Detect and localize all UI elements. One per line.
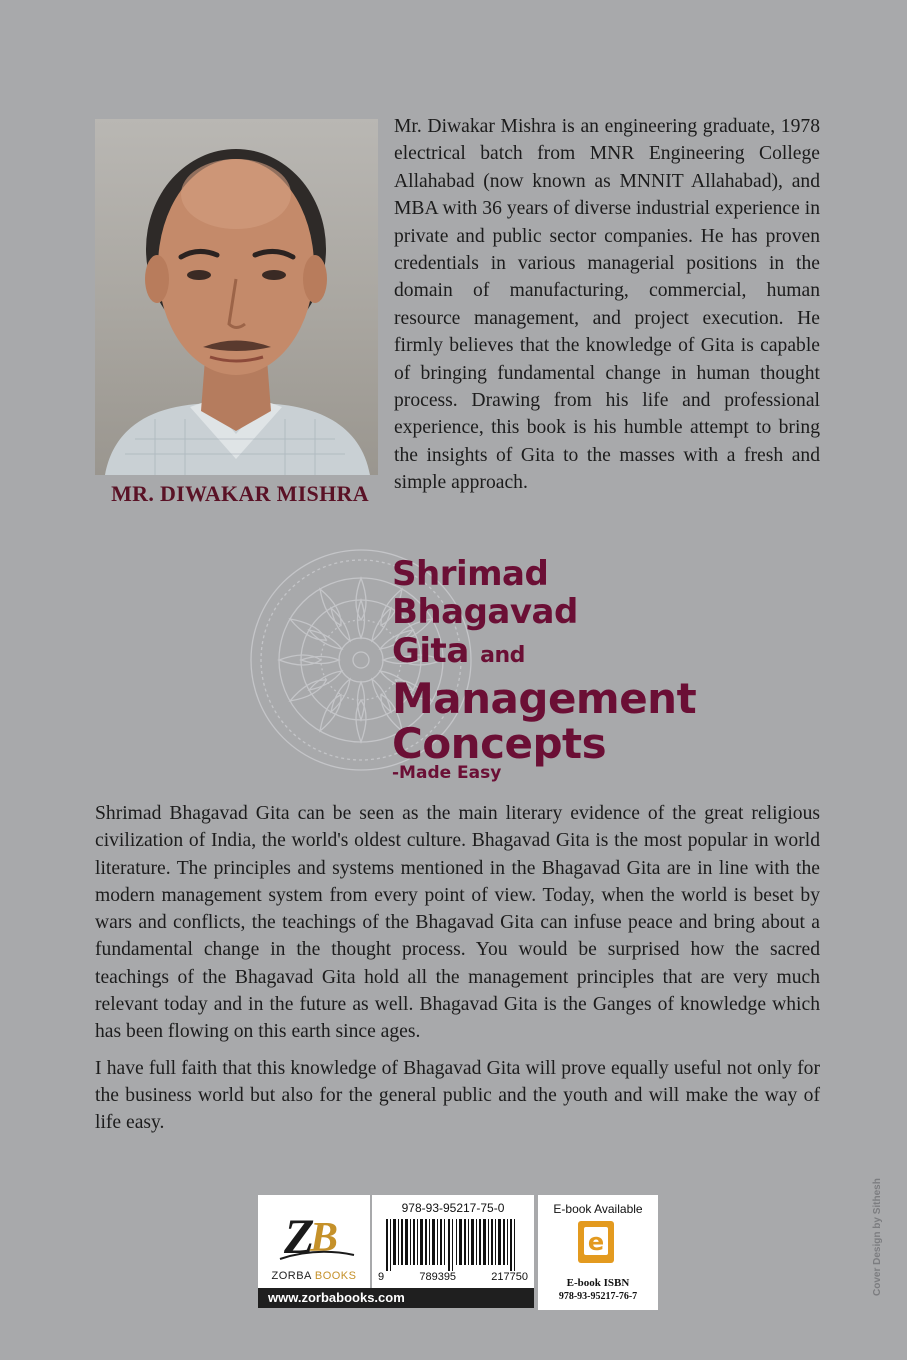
title-line-3-word: Gita bbox=[392, 631, 469, 671]
title-subtitle: -Made Easy bbox=[392, 763, 502, 783]
publisher-name-part1: ZORBA bbox=[271, 1270, 312, 1282]
svg-text:e: e bbox=[587, 1228, 605, 1256]
book-blurb bbox=[95, 800, 820, 1146]
barcode-icon bbox=[380, 1219, 526, 1271]
title-line-3-and: and bbox=[480, 643, 525, 668]
svg-text:Z: Z bbox=[284, 1208, 315, 1264]
barcode-digit-group: 217750 bbox=[491, 1271, 528, 1283]
zorba-logo-icon bbox=[276, 1203, 356, 1265]
publisher-box bbox=[258, 1195, 370, 1288]
book-title bbox=[392, 555, 832, 782]
title-line-5: Concepts bbox=[392, 719, 607, 768]
title-line-1: Shrimad bbox=[392, 554, 549, 594]
blurb-paragraph-1: Shrimad Bhagavad Gita can be seen as the main literary evidence of the great religious civilization of India, the world's oldest culture. Bhagavad Gita is the most popular in world literature. The principles and systems mentioned in the Bhagavad Gita are in line with the modern management system from every point of view. Today, when the world is beset by wars and conflicts, the teachings of the Bhagavad Gita can infuse peace and bring about a fundamental change in the thought process. You would be surprised how the sacred teachings of the Bhagavad Gita hold all the management principles that are very much relevant today and in the future as well. Bhagavad Gita is the Ganges of knowledge which has been flowing on this earth since ages. bbox=[95, 803, 820, 1043]
isbn-box bbox=[372, 1195, 534, 1288]
isbn-number: 978-93-95217-75-0 bbox=[401, 1201, 505, 1215]
author-bio: Mr. Diwakar Mishra is an engineering graduate, 1978 electrical batch from MNR Engineering College Allahabad (now known as MNNIT Allahabad), and MBA with 36 years of diverse industrial experience in private and public sector companies. He has proven credentials in various managerial positions in the domain of manufacturing, commercial, human resource management, and project execution. He firmly believes that the knowledge of Gita is capable of bringing fundamental change in human thought process. Drawing from his life and professional experience, this book is his humble attempt to bring the insights of Gita to the masses with a fresh and simple approach. bbox=[394, 116, 820, 494]
svg-text:B: B bbox=[310, 1215, 339, 1261]
title-line-3 bbox=[392, 631, 832, 676]
ebook-available-label: E-book Available bbox=[553, 1202, 643, 1216]
barcode-digit-group: 789395 bbox=[419, 1271, 457, 1283]
publisher-name-part2: BOOKS bbox=[314, 1270, 357, 1282]
barcode-digits bbox=[378, 1271, 528, 1283]
cover-design-credit: Cover Design by Sithesh bbox=[872, 1178, 883, 1296]
barcode-digit-group: 9 bbox=[378, 1271, 385, 1283]
blurb-paragraph-2: I have full faith that this knowledge of Bhagavad Gita will prove equally useful not only for the business world but also for the general public and the youth and will make the way of life easy. bbox=[95, 1057, 820, 1134]
author-photo bbox=[95, 119, 378, 475]
title-line-4: Management bbox=[392, 674, 697, 723]
publisher-name bbox=[258, 1270, 370, 1282]
footer-panel bbox=[258, 1195, 658, 1310]
ebook-e-icon bbox=[576, 1219, 616, 1265]
ebook-isbn-number: 978-93-95217-76-7 bbox=[558, 1291, 638, 1302]
ebook-isbn-label: E-book ISBN bbox=[566, 1277, 630, 1289]
author-name: MR. DIWAKAR MISHRA bbox=[111, 481, 369, 506]
publisher-url: www.zorbabooks.com bbox=[258, 1288, 534, 1308]
ebook-box bbox=[538, 1195, 658, 1310]
title-line-2: Bhagavad bbox=[392, 592, 578, 632]
